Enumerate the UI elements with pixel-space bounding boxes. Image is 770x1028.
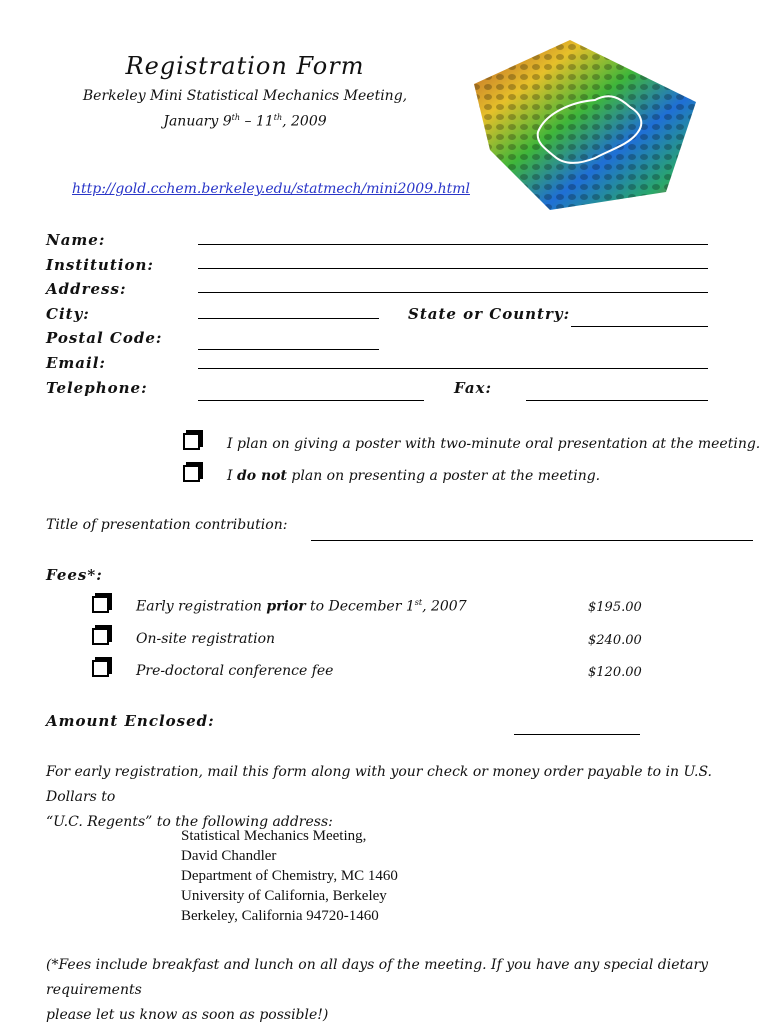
telephone-field[interactable] [198,400,424,401]
predoctoral-fee-price: $120.00 [588,665,642,680]
meeting-dates: January 9th – 11th, 2009 [163,113,327,130]
address-field[interactable] [198,292,708,293]
city-field[interactable] [198,318,379,319]
presentation-title-label: Title of presentation contribution: [46,517,288,533]
poster-checkbox[interactable] [183,433,200,450]
no-poster-option-label: I do not plan on presenting a poster at the meeting. [227,468,601,484]
onsite-registration-checkbox[interactable] [92,628,109,645]
city-label: City: [46,305,90,323]
meeting-url-link[interactable]: http://gold.cchem.berkeley.edu/statmech/mini2009.html [72,181,470,197]
onsite-registration-label: On-site registration [136,631,276,647]
form-title: Registration Form [125,52,365,80]
fax-label: Fax: [454,379,493,397]
early-registration-label: Early registration prior to December 1st, 2007 [136,598,467,615]
fees-footnote: (*Fees include breakfast and lunch on all days of the meeting. If you have any special dietary requirements please let us know as soon as possible!) [46,957,709,1023]
telephone-label: Telephone: [46,379,148,397]
email-label: Email: [46,354,106,372]
mailing-address: Statistical Mechanics Meeting, David Chandler Department of Chemistry, MC 1460 University of California, Berkeley Berkeley, California 94720-1460 [181,828,398,924]
amount-enclosed-label: Amount Enclosed: [46,712,215,730]
predoctoral-fee-checkbox[interactable] [92,660,109,677]
fax-field[interactable] [526,400,708,401]
early-registration-checkbox[interactable] [92,596,109,613]
presentation-title-field[interactable] [311,540,753,541]
no-poster-checkbox[interactable] [183,465,200,482]
fees-label: Fees*: [46,566,103,584]
postal-code-field[interactable] [198,349,379,350]
name-label: Name: [46,231,106,249]
poster-option-label: I plan on giving a poster with two-minute oral presentation at the meeting. [227,436,761,452]
state-country-label: State or Country: [408,305,571,323]
address-label: Address: [46,280,127,298]
amount-enclosed-field[interactable] [514,734,640,735]
early-registration-price: $195.00 [588,600,642,615]
postal-code-label: Postal Code: [46,329,163,347]
predoctoral-fee-label: Pre-doctoral conference fee [136,663,334,679]
state-country-field[interactable] [571,326,708,327]
meeting-name: Berkeley Mini Statistical Mechanics Meeting, [82,88,408,104]
name-field[interactable] [198,244,708,245]
onsite-registration-price: $240.00 [588,633,642,648]
institution-label: Institution: [46,256,154,274]
institution-field[interactable] [198,268,708,269]
mailing-instructions: For early registration, mail this form along with your check or money order payable to in U.S. Dollars to “U.C. Regents” to the following address: [46,764,712,830]
landscape-surface-image [470,32,700,212]
email-field[interactable] [198,368,708,369]
